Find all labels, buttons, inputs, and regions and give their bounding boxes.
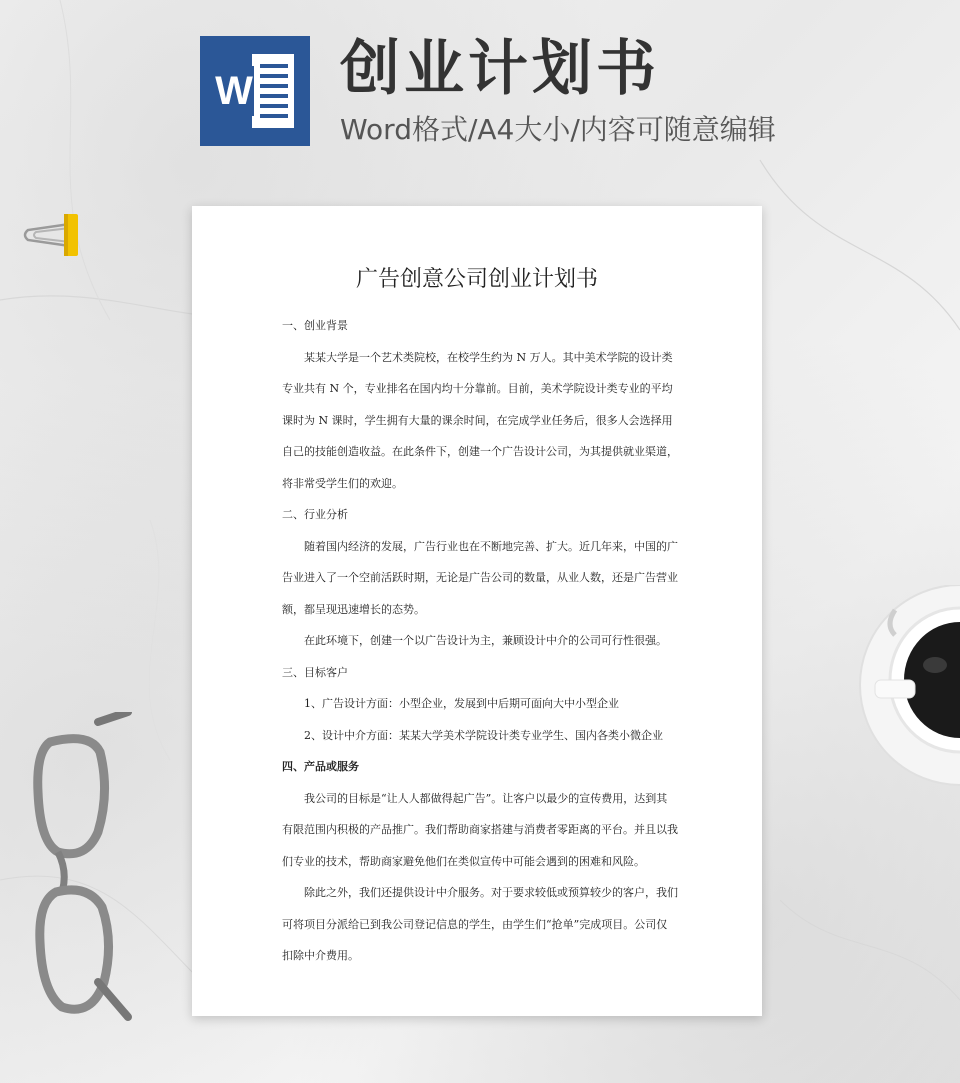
glasses-icon — [28, 712, 138, 1022]
section-heading: 二、行业分析 — [282, 508, 348, 521]
word-icon-pages — [252, 54, 294, 128]
coffee-cup-icon — [855, 585, 960, 795]
page-title: 创业计划书 — [340, 34, 660, 104]
page-subtitle: Word格式/A4大小/内容可随意编辑 — [340, 113, 776, 146]
body-paragraph: 2、设计中介方面：某某大学美术学院设计类专业学生、国内各类小微企业 — [304, 728, 663, 742]
body-paragraph: 我公司的目标是“让人人都做得起广告”。让客户以最少的宣传费用，达到其有限范围内积极的产品推广。我们帮助商家搭建与消费者零距离的平台。并且以我们专业的技术，帮助商家避免他们在类似宣传中可能会遇到的困难和风险。 — [282, 791, 678, 868]
binder-clip-icon — [20, 210, 80, 260]
document-title: 广告创意公司创业计划书 — [355, 267, 598, 292]
document-body — [282, 310, 678, 972]
word-app-icon — [200, 36, 310, 146]
body-paragraph: 除此之外，我们还提供设计中介服务。对于要求较低或预算较少的客户，我们可将项目分派给已到我公司登记信息的学生，由学生们“抢单”完成项目。公司仅扣除中介费用。 — [282, 886, 678, 962]
section-heading: 一、创业背景 — [282, 319, 348, 332]
body-paragraph: 某某大学是一个艺术类院校，在校学生约为 N 万人。其中美术学院的设计类专业共有 N 个，专业排名在国内均十分靠前。目前，美术学院设计类专业的平均课时为 N 课时，学生拥有大量的课余时间，在完成学业任务后，很多人会选择用自己的技能创造收益。在此条件下，创建一个广告设计公司，为其提供就业渠道，将非常受学生们的欢迎。 — [282, 350, 678, 490]
word-icon-letter: W — [214, 66, 254, 116]
document-page — [192, 206, 762, 1016]
section-heading: 四、产品或服务 — [282, 760, 359, 773]
body-paragraph: 1、广告设计方面：小型企业，发展到中后期可面向大中小型企业 — [304, 697, 619, 710]
section-heading: 三、目标客户 — [282, 665, 348, 679]
body-paragraph: 在此环境下，创建一个以广告设计为主，兼顾设计中介的公司可行性很强。 — [304, 634, 667, 647]
body-paragraph: 随着国内经济的发展，广告行业也在不断地完善、扩大。近几年来，中国的广告业进入了一个空前活跃时期，无论是广告公司的数量，从业人数，还是广告营业额，都呈现迅速增长的态势。 — [282, 539, 678, 616]
